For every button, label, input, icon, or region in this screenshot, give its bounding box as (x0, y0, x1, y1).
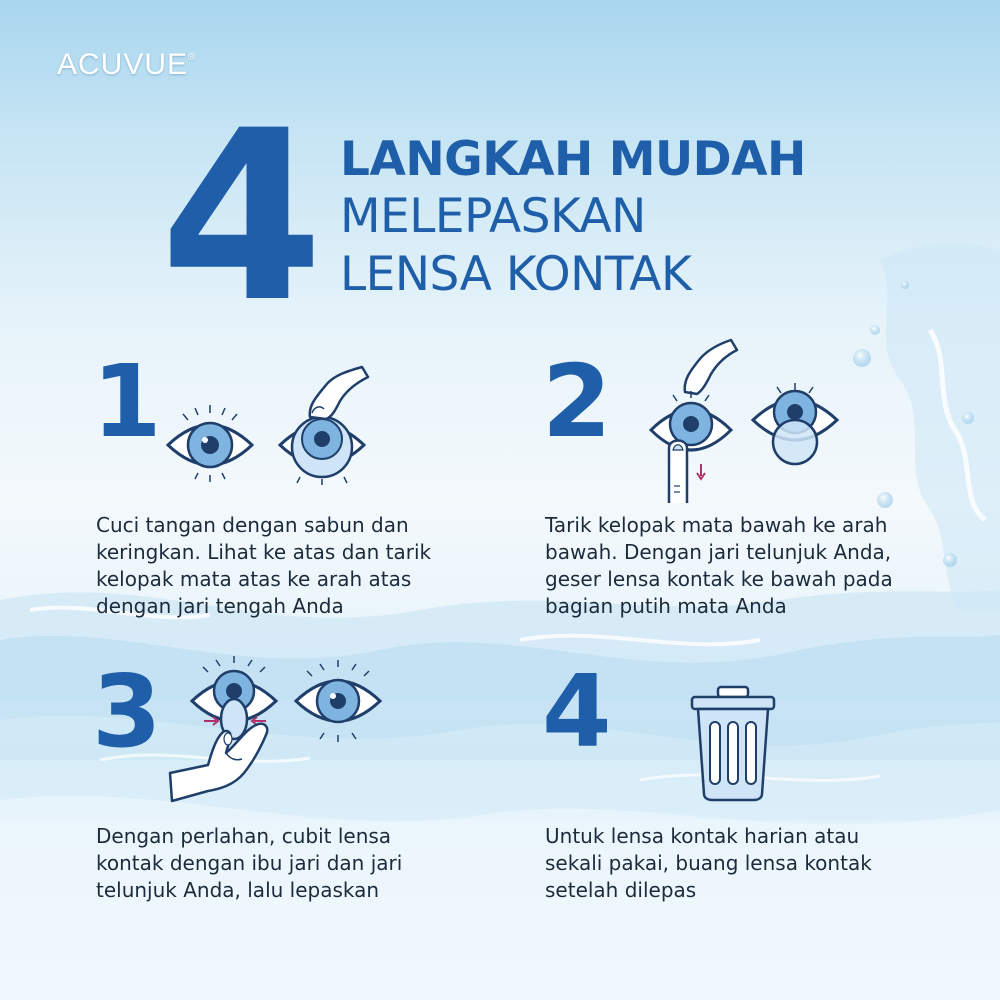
finger-icon (685, 340, 737, 394)
step-2-number: 2 (542, 343, 612, 460)
eye-icon (296, 660, 380, 742)
step-3-text: Dengan perlahan, cubit lensa kontak dengan ibu jari dan jari telunjuk Anda, lalu lepaskan (96, 824, 403, 902)
step-3-number: 3 (92, 653, 162, 770)
step-1-number: 1 (92, 343, 162, 460)
logo-text: ACUVUE (57, 48, 189, 81)
acuvue-logo (57, 48, 196, 82)
eye-icon (651, 391, 731, 450)
step-4-number: 4 (542, 653, 612, 770)
headline-number: 4 (160, 81, 318, 354)
eye-icon (168, 405, 252, 482)
headline-line-3: LENSA KONTAK (340, 247, 692, 302)
trademark-symbol: ® (188, 52, 197, 63)
headline-title (340, 132, 806, 304)
arrow-right-icon (204, 717, 218, 725)
step-2-illustration (645, 338, 845, 503)
step-3-illustration (168, 655, 383, 810)
eye-icon (280, 417, 364, 485)
step-4-text: Untuk lensa kontak harian atau sekali pakai, buang lensa kontak setelah dilepas (545, 824, 872, 902)
finger-icon (310, 367, 368, 419)
eye-icon (753, 383, 837, 464)
arrow-down-icon (697, 464, 705, 479)
step-1-illustration (158, 365, 378, 485)
headline-line-1: LANGKAH MUDAH (340, 132, 806, 187)
finger-icon (669, 441, 687, 504)
step-2-text: Tarik kelopak mata bawah ke arah bawah. Dengan jari telunjuk Anda, geser lensa kontak ke bawah pada bagian putih mata Anda (545, 513, 893, 618)
headline-line-2: MELEPASKAN (340, 189, 646, 244)
trash-bin-icon (688, 684, 778, 802)
step-1-text: Cuci tangan dengan sabun dan keringkan. Lihat ke atas dan tarik kelopak mata atas ke arah atas dengan jari tengah Anda (96, 513, 432, 618)
